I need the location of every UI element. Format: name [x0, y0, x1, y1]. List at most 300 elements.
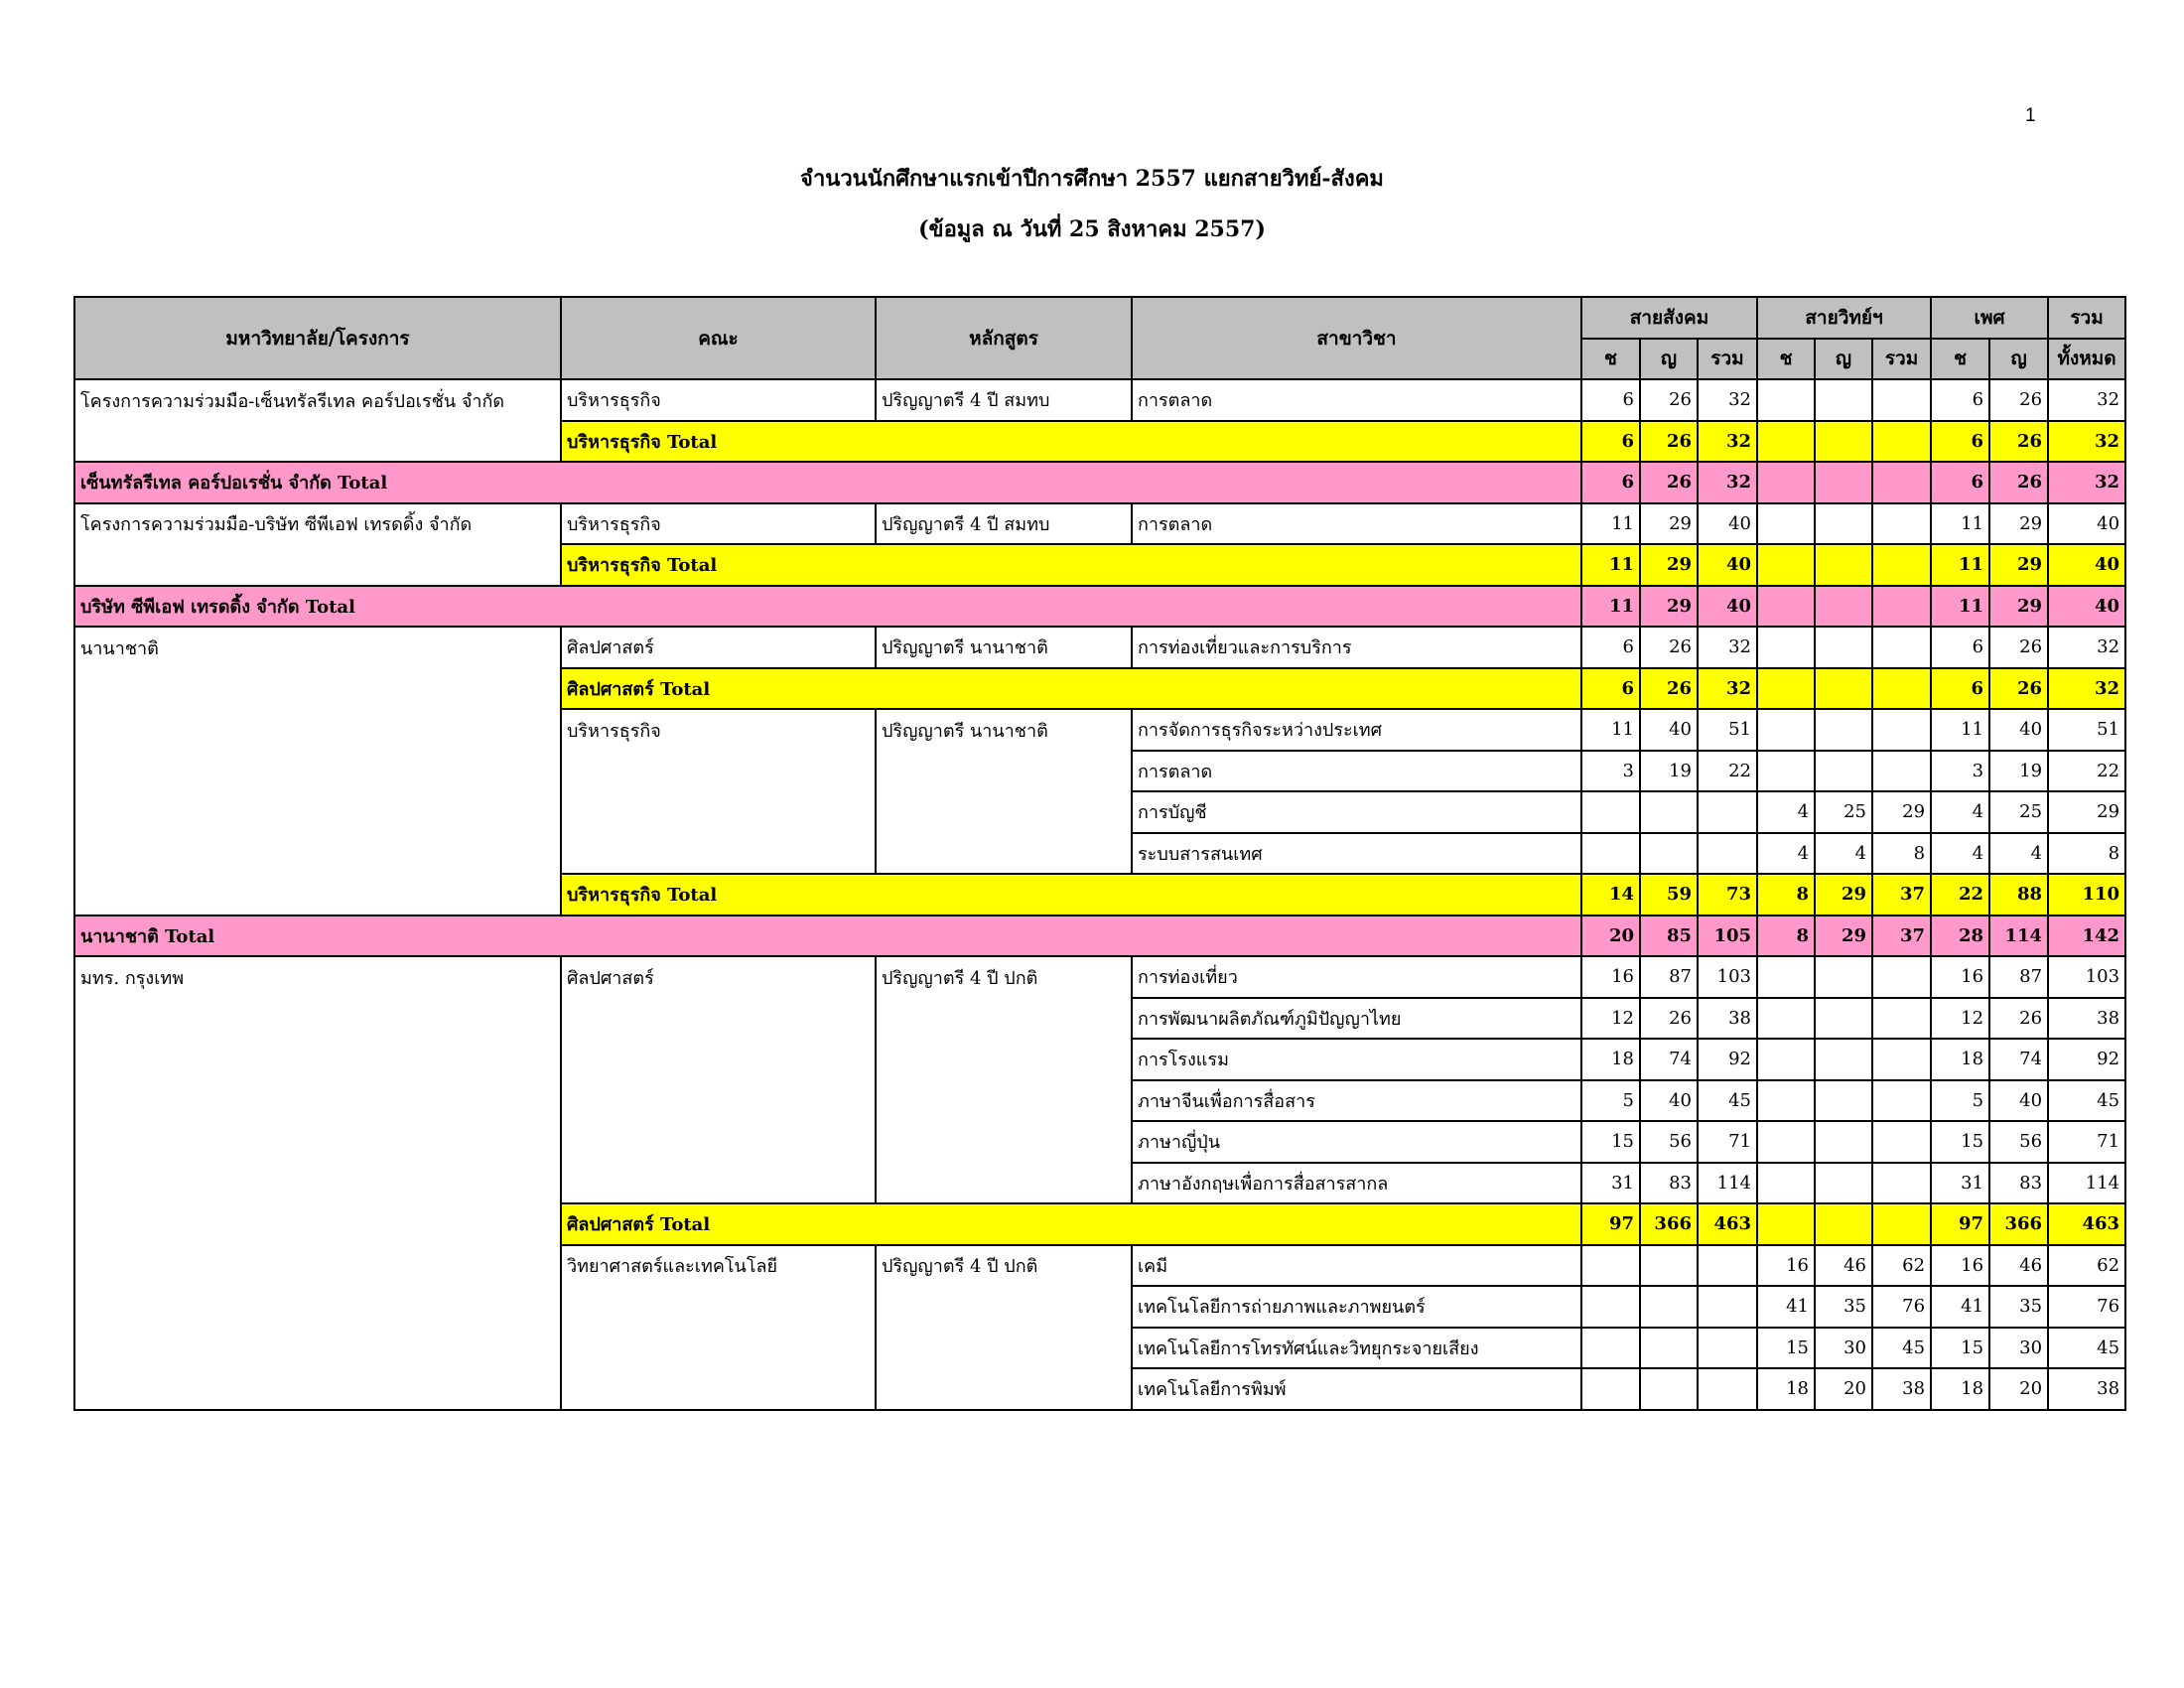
- subtotal-value: 29: [1640, 544, 1698, 586]
- cell-value: [1872, 627, 1931, 668]
- cell-value: 40: [2048, 503, 2125, 545]
- header-gender: เพศ: [1931, 297, 2048, 339]
- subtotal-value: [1757, 544, 1815, 586]
- cell-value: [1757, 1039, 1815, 1080]
- cell-value: [1815, 998, 1872, 1040]
- table-row: [74, 1121, 2125, 1163]
- cell-value: [1872, 998, 1931, 1040]
- cell-major: การท่องเที่ยว: [1132, 956, 1581, 998]
- cell-value: 3: [1931, 751, 1989, 792]
- subtotal-value: 14: [1581, 874, 1640, 915]
- cell-value: 15: [1931, 1121, 1989, 1163]
- cell-university: [74, 791, 561, 833]
- subtotal-value: 366: [1640, 1203, 1698, 1245]
- enrollment-table: [73, 296, 2126, 1411]
- cell-value: [1872, 956, 1931, 998]
- grand-total-value: 32: [1698, 462, 1757, 503]
- cell-university: [74, 833, 561, 875]
- subtotal-value: 6: [1581, 421, 1640, 463]
- cell-value: [1872, 1121, 1931, 1163]
- grand-total-row: [74, 462, 2125, 503]
- cell-faculty: วิทยาศาสตร์และเทคโนโลยี: [561, 1245, 876, 1287]
- cell-value: [1815, 1039, 1872, 1080]
- grand-total-value: 114: [1989, 915, 2048, 957]
- cell-university: โครงการความร่วมมือ-บริษัท ซีพีเอฟ เทรดดิ้ง จำกัด: [74, 503, 561, 545]
- cell-faculty: [561, 1039, 876, 1080]
- cell-value: 92: [1698, 1039, 1757, 1080]
- cell-value: [1581, 1368, 1640, 1410]
- subtotal-value: 32: [2048, 668, 2125, 710]
- subtotal-value: 97: [1581, 1203, 1640, 1245]
- table-row: [74, 1163, 2125, 1204]
- table-row: [74, 709, 2125, 751]
- cell-value: [1581, 791, 1640, 833]
- cell-value: [1581, 1286, 1640, 1328]
- cell-curriculum: ปริญญาตรี 4 ปี ปกติ: [876, 1245, 1132, 1287]
- cell-major: ระบบสารสนเทศ: [1132, 833, 1581, 875]
- subtotal-value: 6: [1931, 421, 1989, 463]
- header-faculty: คณะ: [561, 297, 876, 379]
- cell-value: 114: [2048, 1163, 2125, 1204]
- cell-value: 18: [1931, 1368, 1989, 1410]
- cell-value: 114: [1698, 1163, 1757, 1204]
- table-row: [74, 503, 2125, 545]
- cell-value: [1698, 1368, 1757, 1410]
- grand-total-value: 105: [1698, 915, 1757, 957]
- cell-curriculum: [876, 791, 1132, 833]
- cell-university: [74, 1080, 561, 1122]
- cell-faculty: [561, 998, 876, 1040]
- subtotal-value: [1815, 544, 1872, 586]
- cell-faculty: [561, 833, 876, 875]
- cell-value: [1815, 1163, 1872, 1204]
- cell-value: 38: [1872, 1368, 1931, 1410]
- grand-total-value: [1757, 586, 1815, 628]
- cell-value: 11: [1931, 503, 1989, 545]
- cell-value: 16: [1931, 1245, 1989, 1287]
- cell-value: 41: [1757, 1286, 1815, 1328]
- subtotal-value: [1872, 421, 1931, 463]
- subtotal-value: 29: [1989, 544, 2048, 586]
- subtotal-value: [1757, 1203, 1815, 1245]
- subtotal-value: [1815, 421, 1872, 463]
- cell-value: 40: [1989, 1080, 2048, 1122]
- cell-curriculum: ปริญญาตรี 4 ปี สมทบ: [876, 503, 1132, 545]
- cell-value: 4: [1931, 833, 1989, 875]
- cell-value: 32: [1698, 627, 1757, 668]
- cell-value: 30: [1989, 1328, 2048, 1369]
- cell-value: 38: [1698, 998, 1757, 1040]
- cell-faculty: บริหารธุรกิจ: [561, 709, 876, 751]
- cell-value: 87: [1989, 956, 2048, 998]
- cell-value: 18: [1757, 1368, 1815, 1410]
- cell-value: 8: [1872, 833, 1931, 875]
- table-row: [74, 751, 2125, 792]
- subtotal-label: ศิลปศาสตร์ Total: [561, 668, 1581, 710]
- cell-major: เทคโนโลยีการถ่ายภาพและภาพยนตร์: [1132, 1286, 1581, 1328]
- cell-value: 46: [1989, 1245, 2048, 1287]
- cell-curriculum: ปริญญาตรี นานาชาติ: [876, 627, 1132, 668]
- cell-university: [74, 1245, 561, 1287]
- cell-university: โครงการความร่วมมือ-เซ็นทรัลรีเทล คอร์ปอเรชั่น จำกัด: [74, 379, 561, 421]
- cell-value: 6: [1931, 627, 1989, 668]
- subtotal-value: [1757, 421, 1815, 463]
- subtotal-value: 73: [1698, 874, 1757, 915]
- grand-total-value: 6: [1581, 462, 1640, 503]
- cell-value: 4: [1757, 791, 1815, 833]
- header-science: สายวิทย์ฯ: [1757, 297, 1931, 339]
- cell-value: 5: [1581, 1080, 1640, 1122]
- table-row: [74, 1080, 2125, 1122]
- grand-total-value: 29: [1989, 586, 2048, 628]
- cell-value: [1815, 503, 1872, 545]
- grand-total-value: 26: [1989, 462, 2048, 503]
- subtotal-row: [74, 421, 2125, 463]
- cell-faculty: [561, 1163, 876, 1204]
- grand-total-label: เซ็นทรัลรีเทล คอร์ปอเรชั่น จำกัด Total: [74, 462, 1581, 503]
- cell-faculty: ศิลปศาสตร์: [561, 627, 876, 668]
- header-major: สาขาวิชา: [1132, 297, 1581, 379]
- cell-value: [1815, 627, 1872, 668]
- cell-value: 92: [2048, 1039, 2125, 1080]
- cell-value: [1815, 956, 1872, 998]
- cell-university: [74, 1163, 561, 1204]
- header-curriculum: หลักสูตร: [876, 297, 1132, 379]
- grand-total-value: 142: [2048, 915, 2125, 957]
- cell-value: 62: [2048, 1245, 2125, 1287]
- grand-total-value: [1757, 462, 1815, 503]
- subtotal-value: [1757, 668, 1815, 710]
- cell-faculty: [561, 1368, 876, 1410]
- cell-value: 8: [2048, 833, 2125, 875]
- cell-value: 15: [1931, 1328, 1989, 1369]
- table-row: [74, 1286, 2125, 1328]
- subtotal-label: บริหารธุรกิจ Total: [561, 421, 1581, 463]
- header-gender-female: ญ: [1989, 339, 2048, 380]
- cell-value: 62: [1872, 1245, 1931, 1287]
- cell-curriculum: [876, 1163, 1132, 1204]
- cell-value: 35: [1989, 1286, 2048, 1328]
- cell-value: [1581, 1245, 1640, 1287]
- subtotal-value: 11: [1931, 544, 1989, 586]
- cell-value: 18: [1581, 1039, 1640, 1080]
- cell-value: 87: [1640, 956, 1698, 998]
- cell-value: [1698, 1286, 1757, 1328]
- cell-value: 20: [1989, 1368, 2048, 1410]
- subtotal-value: [1872, 1203, 1931, 1245]
- cell-value: 83: [1640, 1163, 1698, 1204]
- grand-total-value: 29: [1815, 915, 1872, 957]
- cell-faculty: [561, 1286, 876, 1328]
- cell-value: 26: [1989, 627, 2048, 668]
- cell-major: การโรงแรม: [1132, 1039, 1581, 1080]
- cell-value: 16: [1757, 1245, 1815, 1287]
- header-total-top: รวม: [2048, 297, 2125, 339]
- table-header: [74, 297, 2125, 379]
- cell-value: [1872, 1163, 1931, 1204]
- cell-curriculum: [876, 1121, 1132, 1163]
- subtotal-value: 97: [1931, 1203, 1989, 1245]
- subtotal-value: [1872, 668, 1931, 710]
- cell-value: 74: [1640, 1039, 1698, 1080]
- subtotal-value: 8: [1757, 874, 1815, 915]
- header-total-bottom: ทั้งหมด: [2048, 339, 2125, 380]
- cell-value: 31: [1931, 1163, 1989, 1204]
- subtotal-value: 26: [1640, 668, 1698, 710]
- subtotal-value: 32: [1698, 668, 1757, 710]
- table-row: [74, 791, 2125, 833]
- cell-university: [74, 751, 561, 792]
- cell-value: 35: [1815, 1286, 1872, 1328]
- page-number: 1: [2025, 105, 2036, 126]
- cell-value: [1872, 379, 1931, 421]
- cell-value: [1757, 751, 1815, 792]
- cell-curriculum: [876, 1080, 1132, 1122]
- cell-value: 25: [1989, 791, 2048, 833]
- grand-total-row: [74, 586, 2125, 628]
- cell-value: 32: [1698, 379, 1757, 421]
- cell-value: 56: [1640, 1121, 1698, 1163]
- cell-value: 31: [1581, 1163, 1640, 1204]
- table-row: [74, 1328, 2125, 1369]
- cell-value: 26: [1640, 998, 1698, 1040]
- grand-total-value: [1815, 586, 1872, 628]
- cell-value: 51: [2048, 709, 2125, 751]
- subtotal-value: [1872, 544, 1931, 586]
- cell-value: [1698, 1328, 1757, 1369]
- header-social-sum: รวม: [1698, 339, 1757, 380]
- cell-value: 19: [1640, 751, 1698, 792]
- cell-value: [1757, 1121, 1815, 1163]
- grand-total-row: [74, 915, 2125, 957]
- report-title: จำนวนนักศึกษาแรกเข้าปีการศึกษา 2557 แยกสายวิทย์-สังคม: [800, 166, 1384, 192]
- cell-value: [1757, 503, 1815, 545]
- cell-value: [1640, 1328, 1698, 1369]
- grand-total-value: 8: [1757, 915, 1815, 957]
- header-science-female: ญ: [1815, 339, 1872, 380]
- cell-value: 3: [1581, 751, 1640, 792]
- cell-value: 16: [1931, 956, 1989, 998]
- cell-major: การตลาด: [1132, 751, 1581, 792]
- cell-university: [74, 998, 561, 1040]
- cell-value: [1698, 791, 1757, 833]
- cell-major: ภาษาอังกฤษเพื่อการสื่อสารสากล: [1132, 1163, 1581, 1204]
- cell-curriculum: [876, 751, 1132, 792]
- cell-faculty: [561, 1080, 876, 1122]
- subtotal-value: 40: [2048, 544, 2125, 586]
- cell-major: ภาษาญี่ปุ่น: [1132, 1121, 1581, 1163]
- subtotal-value: 40: [1698, 544, 1757, 586]
- cell-value: [1815, 1080, 1872, 1122]
- cell-curriculum: [876, 1328, 1132, 1369]
- cell-value: 4: [1815, 833, 1872, 875]
- cell-university: [74, 1039, 561, 1080]
- table-row: [74, 379, 2125, 421]
- subtotal-label: ศิลปศาสตร์ Total: [561, 1203, 1581, 1245]
- cell-value: [1640, 833, 1698, 875]
- cell-value: [1872, 751, 1931, 792]
- cell-value: [1757, 627, 1815, 668]
- cell-value: 16: [1581, 956, 1640, 998]
- cell-value: [1872, 1080, 1931, 1122]
- cell-university: [74, 544, 561, 586]
- cell-value: 11: [1931, 709, 1989, 751]
- cell-value: [1581, 1328, 1640, 1369]
- cell-value: 103: [1698, 956, 1757, 998]
- grand-total-value: 85: [1640, 915, 1698, 957]
- grand-total-label: นานาชาติ Total: [74, 915, 1581, 957]
- cell-curriculum: [876, 1039, 1132, 1080]
- grand-total-value: 26: [1640, 462, 1698, 503]
- cell-value: 25: [1815, 791, 1872, 833]
- cell-value: 40: [1698, 503, 1757, 545]
- cell-faculty: [561, 791, 876, 833]
- subtotal-value: 11: [1581, 544, 1640, 586]
- subtotal-row: [74, 544, 2125, 586]
- cell-value: 6: [1581, 379, 1640, 421]
- grand-total-label: บริษัท ซีพีเอฟ เทรดดิ้ง จำกัด Total: [74, 586, 1581, 628]
- cell-major: การจัดการธุรกิจระหว่างประเทศ: [1132, 709, 1581, 751]
- table-row: [74, 627, 2125, 668]
- cell-value: 51: [1698, 709, 1757, 751]
- cell-curriculum: [876, 998, 1132, 1040]
- cell-value: 29: [1640, 503, 1698, 545]
- cell-value: [1757, 1080, 1815, 1122]
- cell-curriculum: ปริญญาตรี 4 ปี สมทบ: [876, 379, 1132, 421]
- cell-value: 40: [1989, 709, 2048, 751]
- cell-value: [1640, 791, 1698, 833]
- cell-value: 76: [2048, 1286, 2125, 1328]
- cell-value: 45: [1872, 1328, 1931, 1369]
- grand-total-value: 11: [1581, 586, 1640, 628]
- cell-value: 56: [1989, 1121, 2048, 1163]
- table-row: [74, 833, 2125, 875]
- cell-faculty: [561, 1328, 876, 1369]
- subtotal-value: 110: [2048, 874, 2125, 915]
- grand-total-value: 28: [1931, 915, 1989, 957]
- table-row: [74, 956, 2125, 998]
- cell-value: 41: [1931, 1286, 1989, 1328]
- cell-value: 38: [2048, 1368, 2125, 1410]
- cell-value: 71: [1698, 1121, 1757, 1163]
- cell-value: 6: [1581, 627, 1640, 668]
- cell-value: 5: [1931, 1080, 1989, 1122]
- cell-value: 11: [1581, 503, 1640, 545]
- grand-total-value: 6: [1931, 462, 1989, 503]
- subtotal-row: [74, 874, 2125, 915]
- subtotal-label: บริหารธุรกิจ Total: [561, 874, 1581, 915]
- cell-value: 15: [1581, 1121, 1640, 1163]
- report-subtitle: (ข้อมูล ณ วันที่ 25 สิงหาคม 2557): [918, 216, 1266, 242]
- subtotal-label: บริหารธุรกิจ Total: [561, 544, 1581, 586]
- cell-value: [1757, 1163, 1815, 1204]
- subtotal-value: 29: [1815, 874, 1872, 915]
- grand-total-value: [1872, 586, 1931, 628]
- cell-value: 4: [1757, 833, 1815, 875]
- cell-university: [74, 1328, 561, 1369]
- cell-value: 15: [1757, 1328, 1815, 1369]
- cell-value: [1815, 1121, 1872, 1163]
- cell-faculty: บริหารธุรกิจ: [561, 503, 876, 545]
- cell-curriculum: [876, 1368, 1132, 1410]
- cell-value: 46: [1815, 1245, 1872, 1287]
- cell-value: 29: [2048, 791, 2125, 833]
- table-body: [74, 379, 2125, 1410]
- table-row: [74, 1245, 2125, 1287]
- cell-major: การท่องเที่ยวและการบริการ: [1132, 627, 1581, 668]
- cell-university: มทร. กรุงเทพ: [74, 956, 561, 998]
- cell-value: [1872, 709, 1931, 751]
- cell-value: 19: [1989, 751, 2048, 792]
- grand-total-value: 29: [1640, 586, 1698, 628]
- cell-value: [1640, 1368, 1698, 1410]
- cell-curriculum: [876, 833, 1132, 875]
- cell-value: 45: [2048, 1328, 2125, 1369]
- table-row: [74, 1368, 2125, 1410]
- cell-value: 30: [1815, 1328, 1872, 1369]
- cell-value: [1640, 1286, 1698, 1328]
- cell-value: [1757, 998, 1815, 1040]
- cell-university: [74, 709, 561, 751]
- cell-value: 4: [1931, 791, 1989, 833]
- subtotal-value: 32: [2048, 421, 2125, 463]
- cell-value: 6: [1931, 379, 1989, 421]
- cell-value: 26: [1640, 379, 1698, 421]
- cell-value: 76: [1872, 1286, 1931, 1328]
- cell-value: [1757, 709, 1815, 751]
- cell-value: 11: [1581, 709, 1640, 751]
- cell-value: [1640, 1245, 1698, 1287]
- grand-total-value: 40: [1698, 586, 1757, 628]
- table-row: [74, 1039, 2125, 1080]
- cell-value: 29: [1989, 503, 2048, 545]
- cell-university: นานาชาติ: [74, 627, 561, 668]
- cell-major: เทคโนโลยีการพิมพ์: [1132, 1368, 1581, 1410]
- cell-major: เคมี: [1132, 1245, 1581, 1287]
- cell-faculty: ศิลปศาสตร์: [561, 956, 876, 998]
- grand-total-value: 37: [1872, 915, 1931, 957]
- header-science-male: ช: [1757, 339, 1815, 380]
- cell-value: [1872, 1039, 1931, 1080]
- cell-major: การตลาด: [1132, 379, 1581, 421]
- cell-value: 4: [1989, 833, 2048, 875]
- subtotal-value: 22: [1931, 874, 1989, 915]
- cell-value: 103: [2048, 956, 2125, 998]
- cell-curriculum: ปริญญาตรี นานาชาติ: [876, 709, 1132, 751]
- cell-faculty: บริหารธุรกิจ: [561, 379, 876, 421]
- cell-value: 26: [1989, 379, 2048, 421]
- header-gender-male: ช: [1931, 339, 1989, 380]
- subtotal-value: 88: [1989, 874, 2048, 915]
- cell-value: 12: [1581, 998, 1640, 1040]
- cell-value: 40: [1640, 709, 1698, 751]
- cell-value: [1757, 379, 1815, 421]
- subtotal-row: [74, 1203, 2125, 1245]
- cell-university: [74, 1203, 561, 1245]
- cell-major: ภาษาจีนเพื่อการสื่อสาร: [1132, 1080, 1581, 1122]
- cell-value: 32: [2048, 627, 2125, 668]
- cell-value: 32: [2048, 379, 2125, 421]
- cell-faculty: [561, 751, 876, 792]
- header-university: มหาวิทยาลัย/โครงการ: [74, 297, 561, 379]
- grand-total-value: 40: [2048, 586, 2125, 628]
- subtotal-value: 37: [1872, 874, 1931, 915]
- cell-major: เทคโนโลยีการโทรทัศน์และวิทยุกระจายเสียง: [1132, 1328, 1581, 1369]
- cell-value: 38: [2048, 998, 2125, 1040]
- grand-total-value: 20: [1581, 915, 1640, 957]
- cell-value: 22: [2048, 751, 2125, 792]
- header-science-sum: รวม: [1872, 339, 1931, 380]
